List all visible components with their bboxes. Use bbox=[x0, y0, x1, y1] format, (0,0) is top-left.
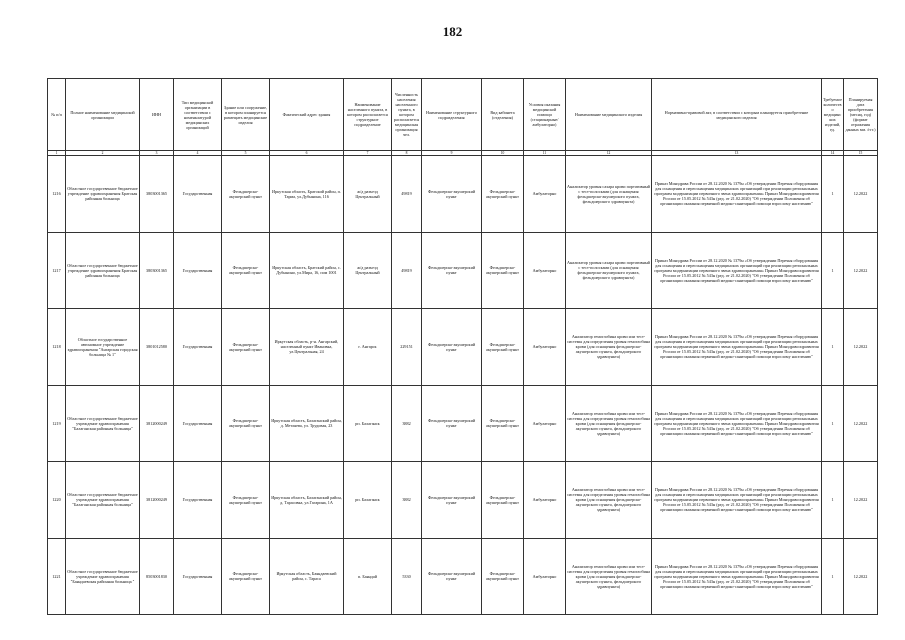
equipment-register-table bbox=[47, 78, 878, 615]
column-number: 9 bbox=[422, 151, 482, 156]
building-cell: Фельдшерско-акушерский пункт bbox=[222, 462, 270, 539]
date-cell: 12.2022 bbox=[844, 309, 878, 386]
inn-cell: 3801012580 bbox=[140, 309, 174, 386]
column-header: Полное наименование медицинской организации bbox=[66, 79, 140, 151]
device-cell: Анализатор гемоглобина крови или тест-системы для определения уровня гемоглобина крови (для оснащения фельдшерско-акушерского пункта, фельдшерского здравпункта) bbox=[566, 538, 652, 615]
column-number: 6 bbox=[270, 151, 344, 156]
column-header: Планируемая дата приобретения (месяц, год) (формат отражения данных мм. /ггг.) bbox=[844, 79, 878, 151]
conditions-cell: Амбулаторно bbox=[524, 232, 566, 309]
legal-act-cell: Приказ Минздрава России от 28.12.2020 № 1379н «Об утверждении Перечня оборудования для оснащения и переоснащения медицинских организаций при реализации региональных программ модернизации первичного звена здравоохранения» Приказ Минздравсоцразвития России от 15.05.2012 № 543н (ред. от 21.02.2020) "Об утверждении Положения об организации оказания первичной медико-санитарной помощи взрослому населению" bbox=[652, 232, 822, 309]
unit-cell: Фельдшерско-акушерский пункт bbox=[422, 156, 482, 233]
quantity-cell: 1 bbox=[822, 385, 844, 462]
device-cell: Анализатор гемоглобина крови или тест-системы для определения уровня гемоглобина крови (для оснащения фельдшерско-акушерского пункта, фельдшерского здравпункта) bbox=[566, 309, 652, 386]
column-number: 12 bbox=[566, 151, 652, 156]
date-cell: 12.2022 bbox=[844, 462, 878, 539]
column-number: 3 bbox=[140, 151, 174, 156]
column-header: Нормативно-правовой акт, в соответствии с которым планируется приобретение медицинского изделия bbox=[652, 79, 822, 151]
organization-type: Государственная bbox=[174, 309, 222, 386]
column-number: 7 bbox=[344, 151, 392, 156]
column-header: Численность населения населенного пункта, в котором располагается медицинская организация чел. bbox=[392, 79, 422, 151]
legal-act-cell: Приказ Минздрава России от 28.12.2020 № 1379н «Об утверждении Перечня оборудования для оснащения и переоснащения медицинских организаций при реализации региональных программ модернизации первичного звена здравоохранения» Приказ Минздравсоцразвития России от 15.05.2012 № 543н (ред. от 21.02.2020) "Об утверждении Положения об организации оказания первичной медико-санитарной помощи взрослому населению" bbox=[652, 309, 822, 386]
conditions-cell: Амбулаторно bbox=[524, 538, 566, 615]
row-number: 1220 bbox=[48, 462, 66, 539]
settlement-cell: ж/д разъезд Центральный bbox=[344, 156, 392, 233]
row-number: 1217 bbox=[48, 232, 66, 309]
organization-name: Областное государственное бюджетное учреждение здравоохранения Братская районная больница bbox=[66, 156, 140, 233]
cabinet-cell: Фельдшерско-акушерский пункт bbox=[482, 538, 524, 615]
organization-type: Государственная bbox=[174, 156, 222, 233]
column-number: 5 bbox=[222, 151, 270, 156]
device-cell: Анализатор уровня сахара крови портативный с тест-полосками (для оснащения фельдшерско-акушерского пункта, фельдшерского здравпункта) bbox=[566, 232, 652, 309]
building-cell: Фельдшерско-акушерский пункт bbox=[222, 232, 270, 309]
legal-act-cell: Приказ Минздрава России от 28.12.2020 № 1379н «Об утверждении Перечня оборудования для оснащения и переоснащения медицинских организаций при реализации региональных программ модернизации первичного звена здравоохранения» Приказ Минздравсоцразвития России от 15.05.2012 № 543н (ред. от 21.02.2020) "Об утверждении Положения об организации оказания первичной медико-санитарной помощи взрослому населению" bbox=[652, 538, 822, 615]
conditions-cell: Амбулаторно bbox=[524, 156, 566, 233]
unit-cell: Фельдшерско-акушерский пункт bbox=[422, 538, 482, 615]
organization-name: Областное государственное автономное учреждение здравоохранения "Ангарская городская больница № 1" bbox=[66, 309, 140, 386]
building-cell: Фельдшерско-акушерский пункт bbox=[222, 309, 270, 386]
column-header: Здание или сооружение, в котором планируется размещать медицинские изделия bbox=[222, 79, 270, 151]
address-cell: Иркутская область, р-н. Ангарский, населенный пункт Ивановка, ул.Центральная, 24 bbox=[270, 309, 344, 386]
settlement-cell: п. Баяндай bbox=[344, 538, 392, 615]
column-number: 11 bbox=[524, 151, 566, 156]
conditions-cell: Амбулаторно bbox=[524, 309, 566, 386]
column-header: Наименование населенного пункта, в котором располагается структурное подразделение bbox=[344, 79, 392, 151]
settlement-cell: ж/д разъезд Центральный bbox=[344, 232, 392, 309]
inn-cell: 3803001365 bbox=[140, 232, 174, 309]
device-cell: Анализатор гемоглобина крови или тест-системы для определения уровня гемоглобина крови (для оснащения фельдшерско-акушерского пункта, фельдшерского здравпункта) bbox=[566, 385, 652, 462]
column-header: ИНН bbox=[140, 79, 174, 151]
column-number: 2 bbox=[66, 151, 140, 156]
unit-cell: Фельдшерско-акушерский пункт bbox=[422, 385, 482, 462]
conditions-cell: Амбулаторно bbox=[524, 462, 566, 539]
population-cell: 5330 bbox=[392, 538, 422, 615]
date-cell: 12.2022 bbox=[844, 385, 878, 462]
population-cell: 49819 bbox=[392, 232, 422, 309]
organization-name: Областное государственное бюджетное учреждение здравоохранения "Баяндаевская районная больница " bbox=[66, 538, 140, 615]
row-number: 1218 bbox=[48, 309, 66, 386]
population-cell: 3882 bbox=[392, 462, 422, 539]
legal-act-cell: Приказ Минздрава России от 28.12.2020 № 1379н «Об утверждении Перечня оборудования для оснащения и переоснащения медицинских организаций при реализации региональных программ модернизации первичного звена здравоохранения» Приказ Минздравсоцразвития России от 15.05.2012 № 543н (ред. от 21.02.2020) "Об утверждении Положения об организации оказания первичной медико-санитарной помощи взрослому населению" bbox=[652, 385, 822, 462]
population-cell: 229151 bbox=[392, 309, 422, 386]
inn-cell: 3812000249 bbox=[140, 385, 174, 462]
quantity-cell: 1 bbox=[822, 462, 844, 539]
inn-cell: 3812000249 bbox=[140, 462, 174, 539]
column-number: 10 bbox=[482, 151, 524, 156]
conditions-cell: Амбулаторно bbox=[524, 385, 566, 462]
population-cell: 49819 bbox=[392, 156, 422, 233]
cabinet-cell: Фельдшерско-акушерский пункт bbox=[482, 156, 524, 233]
row-number: 1216 bbox=[48, 156, 66, 233]
address-cell: Иркутская область, Братский район, с. Дубынино, ул.Мира, 16, пом 1001 bbox=[270, 232, 344, 309]
table-row bbox=[48, 309, 878, 386]
column-number: 8 bbox=[392, 151, 422, 156]
inn-cell: 8503001830 bbox=[140, 538, 174, 615]
settlement-cell: рп. Балаганск bbox=[344, 385, 392, 462]
legal-act-cell: Приказ Минздрава России от 28.12.2020 № 1379н «Об утверждении Перечня оборудования для оснащения и переоснащения медицинских организаций при реализации региональных программ модернизации первичного звена здравоохранения» Приказ Минздравсоцразвития России от 15.05.2012 № 543н (ред. от 21.02.2020) "Об утверждении Положения об организации оказания первичной медико-санитарной помощи взрослому населению" bbox=[652, 462, 822, 539]
address-cell: Иркутская область, Баяндаевский район, с. Тараса bbox=[270, 538, 344, 615]
organization-type: Государственная bbox=[174, 462, 222, 539]
column-number: 1 bbox=[48, 151, 66, 156]
device-cell: Анализатор гемоглобина крови или тест-системы для определения уровня гемоглобина крови (для оснащения фельдшерско-акушерского пункта, фельдшерского здравпункта) bbox=[566, 462, 652, 539]
table-row bbox=[48, 232, 878, 309]
quantity-cell: 1 bbox=[822, 538, 844, 615]
cabinet-cell: Фельдшерско-акушерский пункт bbox=[482, 232, 524, 309]
quantity-cell: 1 bbox=[822, 156, 844, 233]
column-header: № п/п bbox=[48, 79, 66, 151]
address-cell: Иркутская область, Братский район, п. Тарма, ул.Дубынина, 116 bbox=[270, 156, 344, 233]
table-header-row bbox=[48, 79, 878, 151]
row-number: 1219 bbox=[48, 385, 66, 462]
settlement-cell: рп. Балаганск bbox=[344, 462, 392, 539]
column-header: Условия оказания медицинской помощи (стационарные/ амбулаторно) bbox=[524, 79, 566, 151]
cabinet-cell: Фельдшерско-акушерский пункт bbox=[482, 385, 524, 462]
column-number: 15 bbox=[844, 151, 878, 156]
organization-name: Областное государственное бюджетное учреждение здравоохранения "Балаганская районная больница" bbox=[66, 385, 140, 462]
column-number: 4 bbox=[174, 151, 222, 156]
building-cell: Фельдшерско-акушерский пункт bbox=[222, 385, 270, 462]
cabinet-cell: Фельдшерско-акушерский пункт bbox=[482, 462, 524, 539]
settlement-cell: г. Ангарск bbox=[344, 309, 392, 386]
column-header: Тип медицинской организации в соответствии с номенклатурой медицинских организаций bbox=[174, 79, 222, 151]
address-cell: Иркутская область, Балаганский район, д. Метляева, ул. Трудовая, 23 bbox=[270, 385, 344, 462]
row-number: 1221 bbox=[48, 538, 66, 615]
building-cell: Фельдшерско-акушерский пункт bbox=[222, 156, 270, 233]
population-cell: 3882 bbox=[392, 385, 422, 462]
inn-cell: 3803001365 bbox=[140, 156, 174, 233]
cabinet-cell: Фельдшерско-акушерский пункт bbox=[482, 309, 524, 386]
unit-cell: Фельдшерско-акушерский пункт bbox=[422, 232, 482, 309]
quantity-cell: 1 bbox=[822, 232, 844, 309]
device-cell: Анализатор уровня сахара крови портативный с тест-полосками (для оснащения фельдшерско-акушерского пункта, фельдшерского здравпункта) bbox=[566, 156, 652, 233]
column-number: 13 bbox=[652, 151, 822, 156]
page-number: 182 bbox=[442, 24, 463, 39]
column-header: Наименование медицинского изделия bbox=[566, 79, 652, 151]
organization-type: Государственная bbox=[174, 538, 222, 615]
organization-type: Государственная bbox=[174, 232, 222, 309]
unit-cell: Фельдшерско-акушерский пункт bbox=[422, 462, 482, 539]
building-cell: Фельдшерско-акушерский пункт bbox=[222, 538, 270, 615]
column-header: Наименование структурного подразделения bbox=[422, 79, 482, 151]
date-cell: 12.2022 bbox=[844, 156, 878, 233]
quantity-cell: 1 bbox=[822, 309, 844, 386]
column-header: Фактический адрес здания bbox=[270, 79, 344, 151]
date-cell: 12.2022 bbox=[844, 538, 878, 615]
organization-name: Областное государственное бюджетное учреждение здравоохранения "Балаганская районная больница" bbox=[66, 462, 140, 539]
organization-name: Областное государственное бюджетное учреждение здравоохранения Братская районная больница bbox=[66, 232, 140, 309]
legal-act-cell: Приказ Минздрава России от 28.12.2020 № 1379н «Об утверждении Перечня оборудования для оснащения и переоснащения медицинских организаций при реализации региональных программ модернизации первичного звена здравоохранения» Приказ Минздравсоцразвития России от 15.05.2012 № 543н (ред. от 21.02.2020) "Об утверждении Положения об организации оказания первичной медико-санитарной помощи взрослому населению" bbox=[652, 156, 822, 233]
table-row bbox=[48, 538, 878, 615]
unit-cell: Фельдшерско-акушерский пункт bbox=[422, 309, 482, 386]
organization-type: Государственная bbox=[174, 385, 222, 462]
table-row bbox=[48, 385, 878, 462]
address-cell: Иркутская область, Балаганский район, д. Тарасовка, ул.Гагарина, 1А bbox=[270, 462, 344, 539]
date-cell: 12.2022 bbox=[844, 232, 878, 309]
column-header: Требуемое количество медицинских изделий, ед. bbox=[822, 79, 844, 151]
column-header: Вид кабинета (отделения) bbox=[482, 79, 524, 151]
column-number: 14 bbox=[822, 151, 844, 156]
table-row bbox=[48, 156, 878, 233]
table-row bbox=[48, 462, 878, 539]
